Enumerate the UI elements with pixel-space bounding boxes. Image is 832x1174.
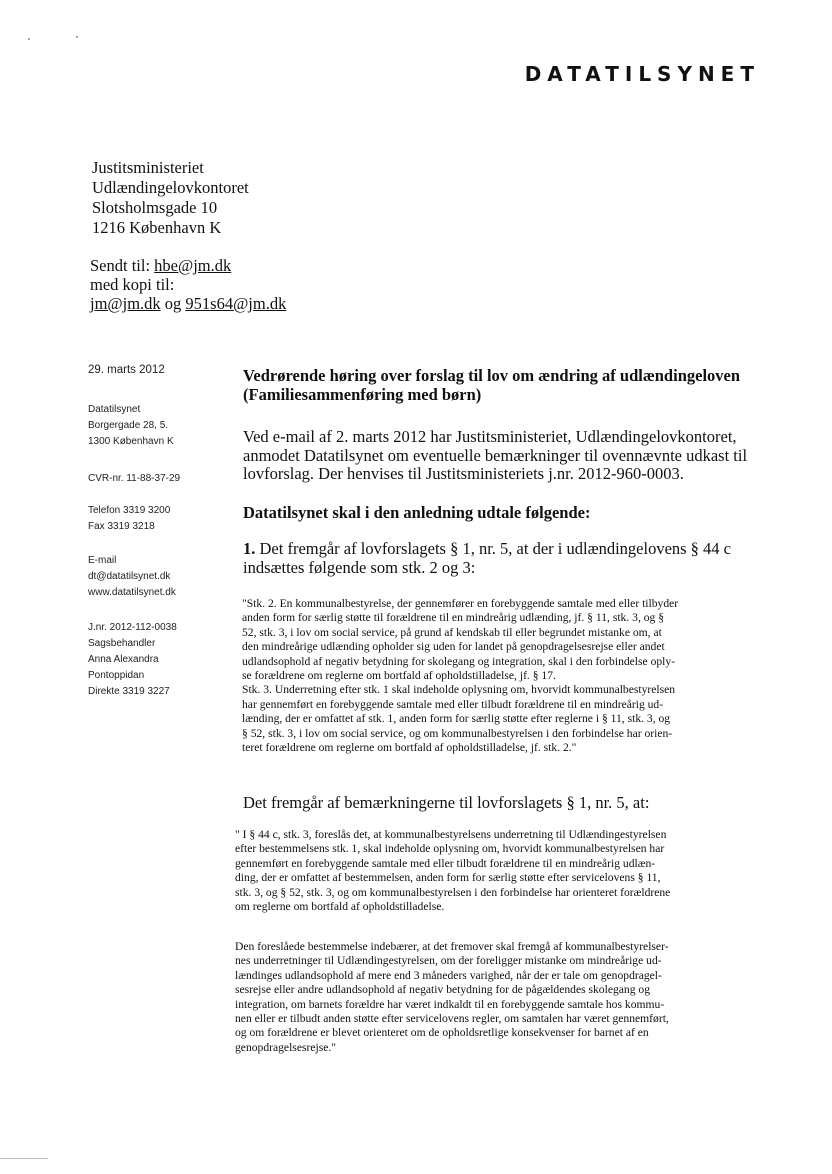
recipient-line: Udlændingelovkontoret (92, 178, 249, 197)
recipient-address (92, 158, 249, 238)
contact-block (88, 553, 176, 601)
quote-line: lænding, der er omfattet af stk. 1, anden form for særlig støtte efter reglerne i § 11, stk. 3, og (242, 712, 671, 726)
quote-line: se forældrene om reglerne om bortfald af opholdstilladelse, jf. § 17. (242, 669, 556, 683)
intro-line: Ved e-mail af 2. marts 2012 har Justitsministeriet, Udlændingelovkontoret, (243, 427, 737, 446)
intro-line: anmodet Datatilsynet om eventuelle bemærkninger til ovennævnte udkast til (243, 445, 748, 465)
quote-line: ding, der er omfattet af bestemmelsen, anden form for særlig støtte efter servicelovens § 11, (235, 871, 661, 885)
quote-line: " I § 44 c, stk. 3, foreslås det, at kommunalbestyrelsens underretning til Udlændingestyrelsen (235, 828, 667, 841)
phone-block (88, 503, 170, 535)
quote-line: gennemført en forebyggende samtale med eller tilbudt forældrene til en mindreårig udlæn- (235, 856, 656, 870)
quote-line: den mindreårige udlænding opholder sig uden for landet på genopdragelsesrejse eller andet (242, 640, 665, 654)
sent-to-label: Sendt til: (90, 256, 151, 275)
cc-email-link-1[interactable]: jm@jm.dk (90, 294, 161, 313)
recipient-line: Slotsholmsgade 10 (92, 198, 218, 217)
quote-line: Stk. 3. Underretning efter stk. 1 skal indeholde oplysning om, hvorvidt kommunalbestyrelsen (242, 683, 676, 697)
quote-line: efter bestemmelsens stk. 1, skal indeholde oplysning om, hvorvidt kommunalbestyrelsen har (235, 842, 665, 856)
sender-line: Datatilsynet (88, 404, 141, 415)
quote-line: 52, stk. 3, i lov om social service, på grund af kendskab til eller begrundet mistanke om, at (242, 625, 662, 639)
title-line: Vedrørende høring over forslag til lov om ændring af udlændingeloven (243, 366, 741, 385)
fax-line: Fax 3319 3218 (88, 521, 155, 532)
letter-title (243, 366, 763, 404)
quote-line: integration, om barnets forældre har været indkaldt til en forebyggende samtale hos kommu- (235, 997, 665, 1011)
direct-phone: Direkte 3319 3227 (88, 686, 170, 697)
letter-date: 29. marts 2012 (88, 364, 165, 376)
quote-line: har gennemført en forebyggende samtale med eller tilbudt forældrene til en mindreårig ud- (242, 697, 664, 711)
phone-line: Telefon 3319 3200 (88, 505, 171, 516)
website-link[interactable]: www.datatilsynet.dk (88, 587, 176, 598)
quote-line: sesrejse eller andre udlandsophold af negativ betydning for de pågældendes skolegang og (235, 983, 651, 997)
quote-line: stk. 3, og § 52, stk. 3, og om kommunalbestyrelsen i den forbindelse har orienteret forældrene (235, 885, 671, 899)
law-quote-1 (242, 597, 762, 755)
case-number: J.nr. 2012-112-0038 (88, 622, 177, 633)
quote-line: og om forældrene er blevet orienteret om de opholdsretlige konsekvenser for barnet af en (235, 1026, 649, 1040)
case-block (88, 620, 177, 700)
recipient-line: 1216 København K (92, 218, 222, 237)
paragraph-number: 1. (243, 539, 256, 558)
scan-speck (28, 38, 30, 40)
section-heading: Datatilsynet skal i den anledning udtale følgende: (243, 503, 591, 522)
paragraph-line: indsættes følgende som stk. 2 og 3: (243, 557, 476, 577)
quote-line: nes underretninger til Udlændingestyrelsen, om der foreligger mistanke om mindreårige ud- (235, 954, 662, 968)
sent-to-email-link[interactable]: hbe@jm.dk (154, 256, 232, 275)
paragraph-1 (243, 540, 763, 577)
cc-label: med kopi til: (90, 275, 175, 294)
quote-line: om reglerne om bortfald af opholdstilladelse. (235, 900, 445, 914)
email-label: E-mail (88, 555, 117, 566)
quote-line: udlandsophold af negativ betydning for skolegang og integration, skal i den forbindelse oply- (242, 654, 676, 668)
title-line: (Familiesammenføring med børn) (243, 385, 482, 404)
remarks-quote-2 (235, 940, 760, 1055)
sender-line: 1300 København K (88, 436, 174, 447)
recipient-line: Justitsministeriet (92, 158, 204, 177)
quote-line: Den foreslåede bestemmelse indebærer, at det fremover skal fremgå af kommunalbestyrelser- (235, 940, 669, 953)
case-handler-name: Anna Alexandra (88, 654, 159, 665)
intro-paragraph (243, 428, 763, 484)
email-address-link[interactable]: dt@datatilsynet.dk (88, 571, 171, 582)
quote-line: teret forældrene om reglerne om bortfald af opholdstilladelse, jf. stk. 2." (242, 741, 577, 755)
sender-line: Borgergade 28, 5. (88, 420, 169, 431)
paragraph-line: Det fremgår af lovforslagets § 1, nr. 5, at der i udlændingelovens § 44 c (259, 539, 732, 558)
intro-line: lovforslag. Der henvises til Justitsministeriets j.nr. 2012-960-0003. (243, 464, 684, 483)
quote-line: genopdragelsesrejse." (235, 1040, 336, 1054)
quote-line: lændinges udlandsophold af mere end 3 måneders varighed, når der er tale om genopdragel- (235, 968, 662, 982)
quote-line: § 52, stk. 3, i lov om social service, og om kommunalbestyrelsen i den forbindelse har orien- (242, 726, 673, 740)
case-handler-name: Pontoppidan (88, 670, 145, 681)
scan-speck (76, 36, 78, 38)
sent-to-block (90, 256, 286, 313)
quote-line: nen eller er tilbudt anden støtte efter servicelovens regler, om samtalen har været gennemført, (235, 1012, 669, 1026)
quote-line: "Stk. 2. En kommunalbestyrelse, der gennemfører en forebyggende samtale med eller tilbyder (242, 597, 679, 610)
sender-address (88, 402, 174, 450)
case-handler-label: Sagsbehandler (88, 638, 156, 649)
cc-email-link-2[interactable]: 951s64@jm.dk (185, 294, 287, 313)
datatilsynet-logo: DATATILSYNET (524, 62, 760, 86)
paragraph-2: Det fremgår af bemærkningerne til lovforslagets § 1, nr. 5, at: (243, 793, 650, 812)
quote-line: anden form for særlig støtte til forældrene til en mindreårig udlænding, jf. § 11, stk. 3, og § (242, 611, 665, 625)
remarks-quote-1 (235, 828, 760, 914)
cvr-number: CVR-nr. 11-88-37-29 (88, 473, 181, 484)
cc-join: og (164, 294, 182, 313)
page-edge-line (0, 1158, 48, 1159)
